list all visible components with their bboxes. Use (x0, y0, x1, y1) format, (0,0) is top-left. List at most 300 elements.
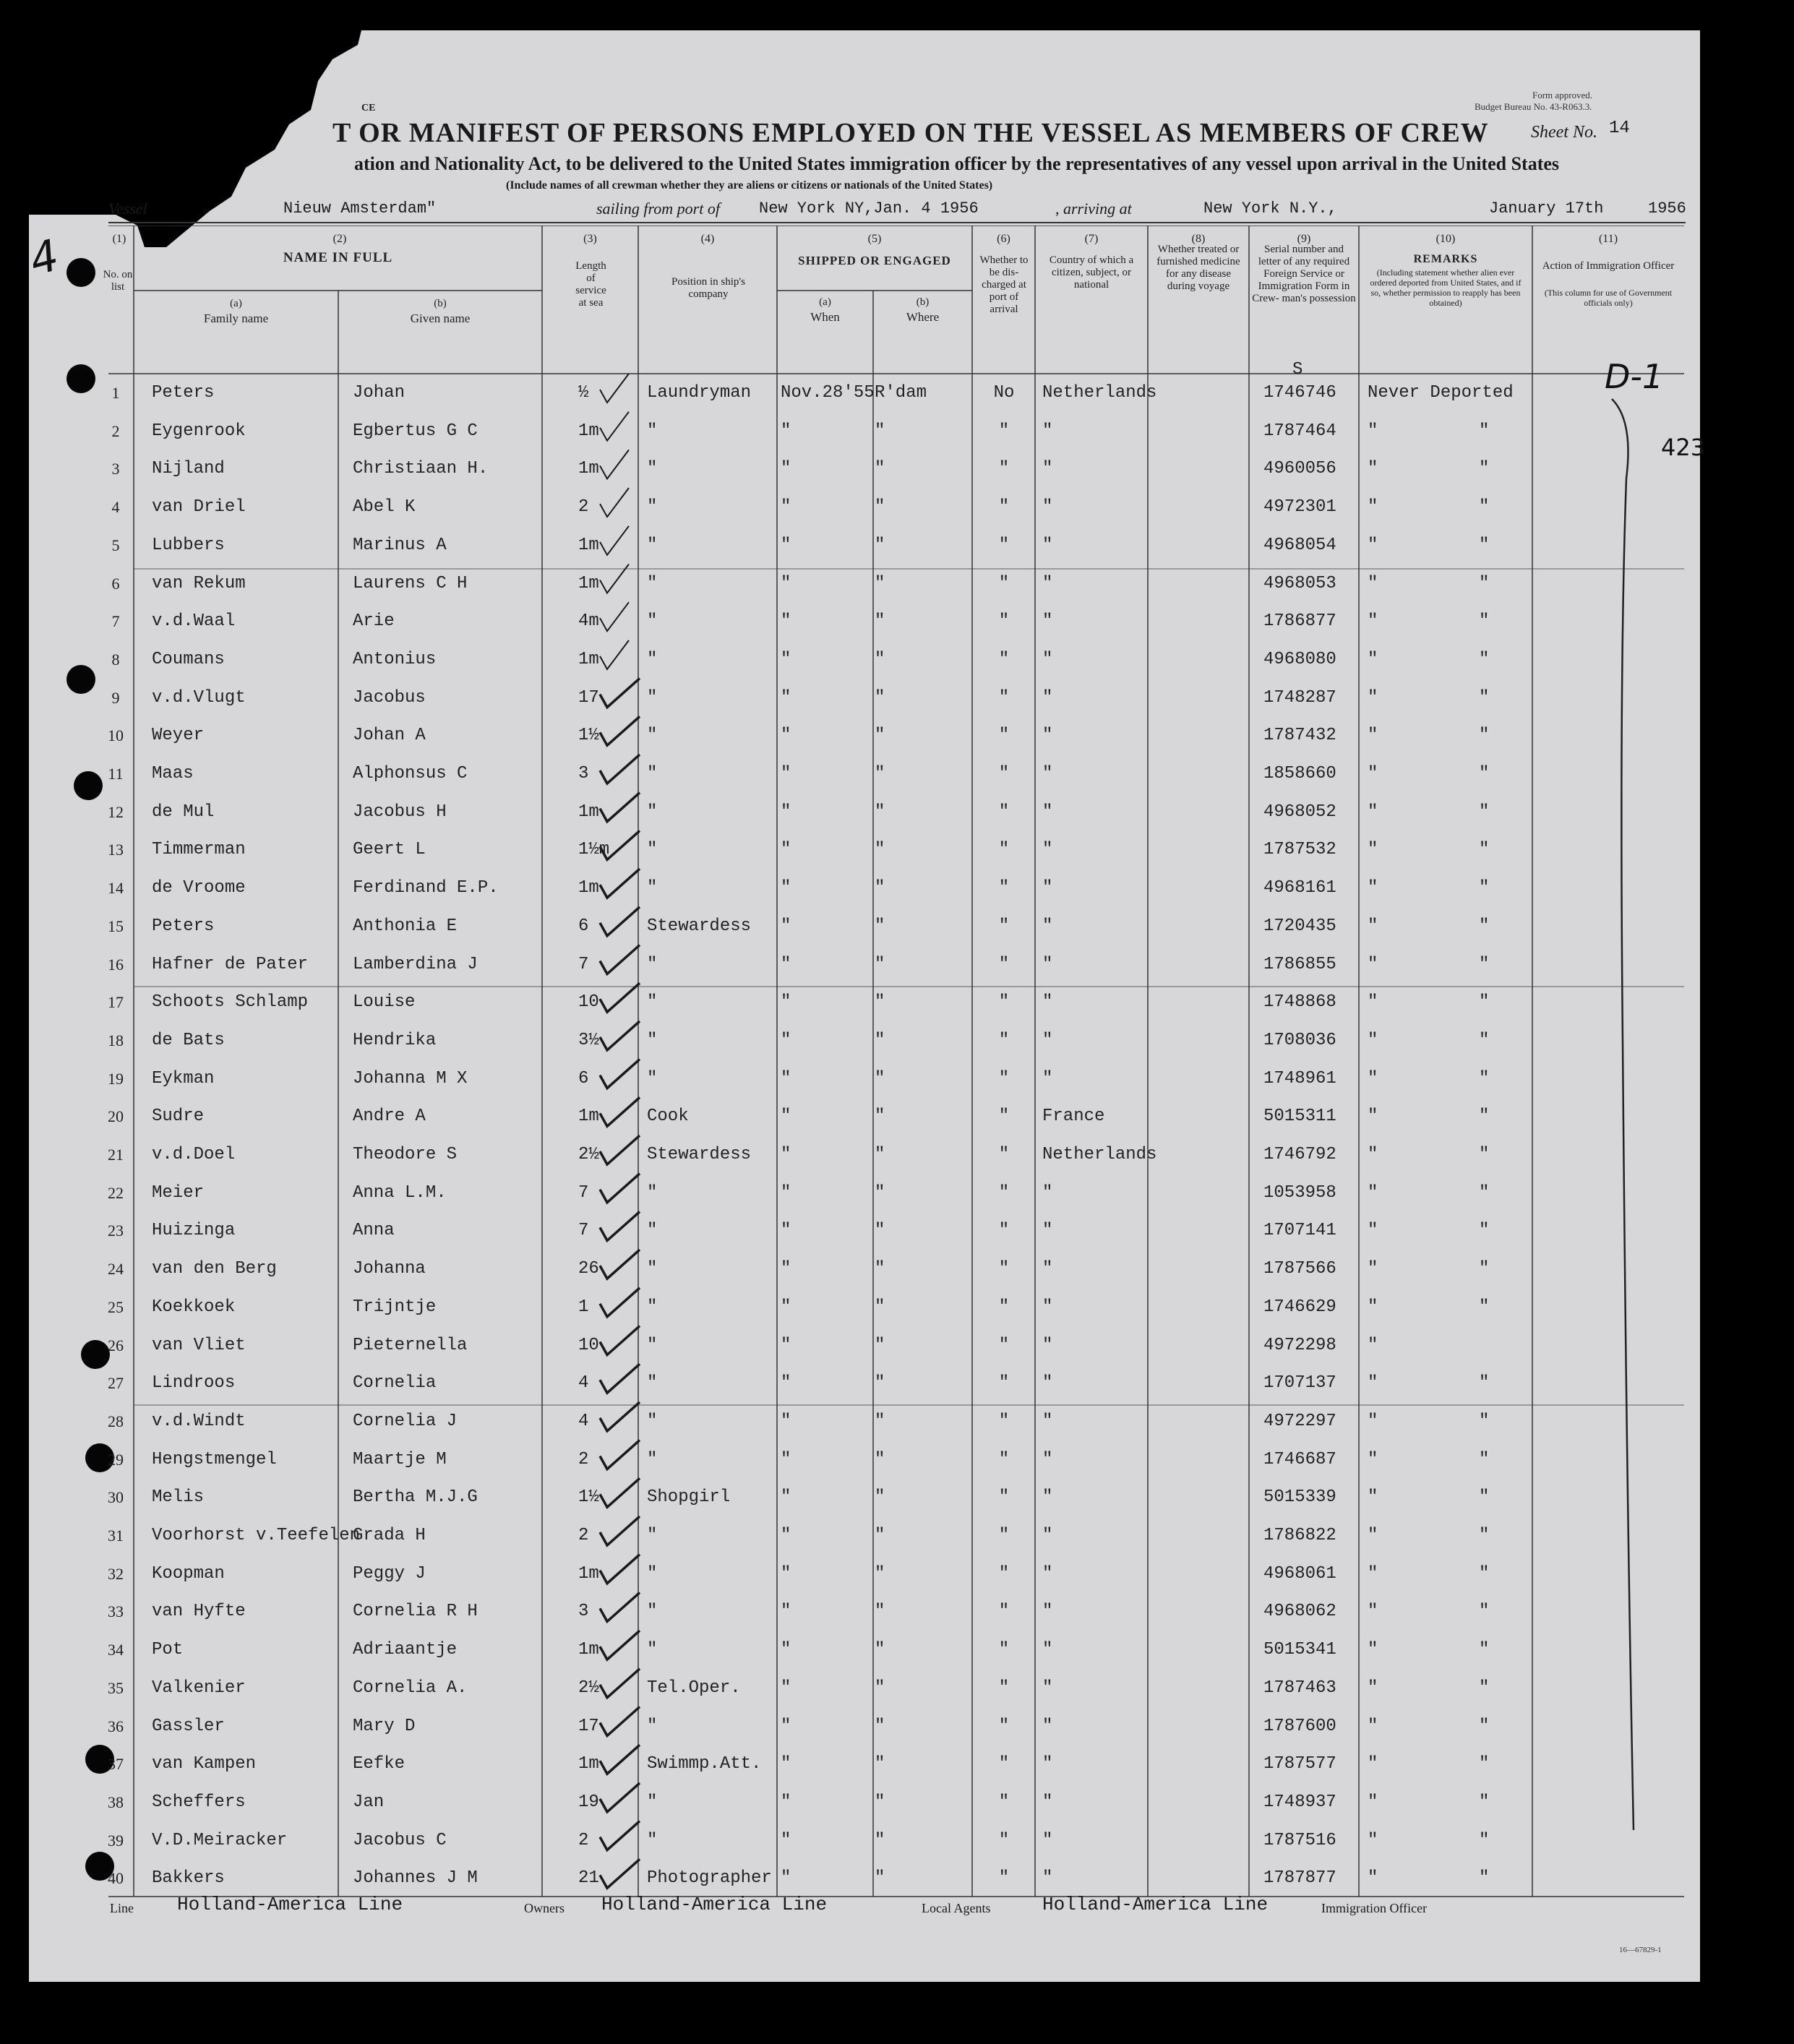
family-name: Eykman (152, 1068, 215, 1088)
service-length: 1½ (578, 726, 599, 746)
serial-number: 4972298 (1263, 1335, 1336, 1355)
country: " (1042, 459, 1053, 479)
remarks-ditto: " (1479, 1602, 1490, 1622)
col-3-number: (3) (583, 233, 597, 245)
remarks: " (1368, 1792, 1378, 1812)
shipped-where: " (875, 1868, 885, 1889)
discharge: " (998, 1602, 1010, 1622)
given-name: Christiaan H. (353, 459, 489, 479)
position: " (647, 535, 658, 555)
shipped-when: " (781, 1868, 791, 1889)
check-mark-icon (600, 412, 629, 441)
shipped-when: " (781, 573, 791, 593)
service-length: 4 (578, 1373, 589, 1394)
serial-number: 4972301 (1263, 497, 1336, 518)
remarks-ditto: " (1479, 1526, 1490, 1545)
family-name: v.d.Waal (152, 611, 236, 632)
given-name: Grada H (353, 1526, 426, 1545)
shipped-when: " (781, 611, 791, 632)
given-name: Adriaantje (353, 1640, 458, 1660)
remarks-ditto: " (1479, 1754, 1490, 1774)
budget-bureau-line: Budget Bureau No. 43-R063.3. (1475, 101, 1592, 112)
family-name: de Mul (152, 802, 215, 822)
country: Netherlands (1042, 1145, 1157, 1164)
remarks-ditto: " (1479, 1297, 1490, 1317)
service-length: 2 (578, 497, 589, 518)
row-number: 24 (108, 1260, 124, 1279)
family-name: Hafner de Pater (152, 954, 309, 974)
serial-number: 4972297 (1263, 1411, 1336, 1431)
family-name: van Vliet (152, 1335, 246, 1355)
row-number: 4 (111, 498, 120, 517)
serial-number: 5015311 (1263, 1107, 1336, 1127)
country: " (1042, 726, 1053, 746)
shipped-where: " (875, 878, 885, 898)
given-name: Egbertus G C (353, 421, 478, 441)
country: " (1042, 1411, 1053, 1431)
service-length: 1m (578, 1107, 599, 1127)
country: " (1042, 535, 1053, 555)
family-name: Valkenier (152, 1678, 246, 1698)
discharge: " (998, 497, 1010, 518)
position: " (647, 1830, 658, 1850)
country: " (1042, 649, 1053, 669)
serial-number: 1786877 (1263, 611, 1336, 632)
remarks: " (1368, 992, 1378, 1013)
position: " (647, 1449, 658, 1469)
shipped-when: " (781, 1792, 791, 1812)
service-length: ½ (578, 383, 589, 403)
remarks-ditto: " (1479, 573, 1490, 593)
discharge: " (998, 1259, 1010, 1279)
check-mark-icon (600, 1364, 640, 1393)
row-number: 20 (108, 1107, 124, 1126)
service-length: 10 (578, 1335, 599, 1355)
col-11-number: (11) (1598, 233, 1618, 245)
remarks: Never Deported (1368, 383, 1514, 403)
check-mark-icon (600, 1669, 640, 1698)
shipped-where: " (875, 1754, 885, 1774)
remarks: " (1368, 1297, 1378, 1317)
discharge: " (998, 1030, 1010, 1050)
serial-number: 1746687 (1263, 1449, 1336, 1469)
check-mark-icon (600, 1555, 640, 1584)
given-name: Jacobus C (353, 1830, 447, 1850)
given-name: Jacobus H (353, 802, 447, 822)
service-length: 17 (578, 1716, 599, 1736)
shipped-when: " (781, 459, 791, 479)
check-mark-icon (600, 1821, 640, 1850)
serial-number: 4968062 (1263, 1602, 1336, 1622)
position: " (647, 954, 658, 974)
shipped-where: " (875, 1792, 885, 1812)
serial-number: 1707141 (1263, 1221, 1336, 1241)
remarks: " (1368, 497, 1378, 518)
shipped-where: " (875, 1716, 885, 1736)
footer (29, 1894, 1700, 1940)
country: " (1042, 1792, 1053, 1812)
given-name: Marinus A (353, 535, 447, 555)
line-label: Line (110, 1901, 134, 1915)
family-name: Peters (152, 916, 215, 936)
remarks: " (1368, 1716, 1378, 1736)
check-mark-icon (600, 1707, 640, 1736)
given-name: Jacobus (353, 687, 426, 708)
margin-mark: 4 (24, 230, 64, 286)
row-number: 9 (111, 688, 120, 707)
service-length: 21 (578, 1868, 599, 1889)
discharge: " (998, 1449, 1010, 1469)
row-number: 26 (108, 1336, 124, 1354)
country: " (1042, 573, 1053, 593)
shipped-when: " (781, 954, 791, 974)
arrival-year: 1956 (1648, 199, 1686, 218)
remarks-ditto: " (1479, 1068, 1490, 1088)
family-name: van Kampen (152, 1754, 257, 1774)
remarks: " (1368, 421, 1378, 441)
country: France (1042, 1107, 1105, 1127)
form-approved-line: Form approved. (1532, 90, 1593, 100)
check-mark-icon (600, 1211, 640, 1240)
row-number: 6 (111, 574, 120, 593)
family-name: v.d.Vlugt (152, 687, 246, 708)
family-name: Coumans (152, 649, 225, 669)
serial-number: 1748868 (1263, 992, 1336, 1013)
discharge: " (998, 1335, 1010, 1355)
check-mark-icon (600, 602, 629, 631)
remarks-ditto: " (1479, 764, 1490, 783)
shipped-where: " (875, 1411, 885, 1431)
serial-number: 4960056 (1263, 459, 1336, 479)
service-length: 1m (578, 878, 599, 898)
remarks: " (1368, 1640, 1378, 1660)
position: Shopgirl (647, 1487, 731, 1508)
page-subtitle: ation and Nationality Act, to be delivered to the United States immigration officer by the representatives of any vessel upon arrival in the United States (354, 153, 1560, 174)
serial-number: 1787600 (1263, 1716, 1336, 1736)
family-name: Nijland (152, 459, 225, 479)
arrival-date: January 17th (1489, 199, 1604, 218)
country: " (1042, 1487, 1053, 1508)
discharge: " (998, 764, 1010, 783)
check-mark-icon (600, 830, 640, 859)
serial-number: 1748287 (1263, 687, 1336, 708)
discharge: " (998, 1792, 1010, 1812)
discharge: " (998, 1868, 1010, 1889)
discharge: " (998, 1068, 1010, 1088)
shipped-where: " (875, 1068, 885, 1088)
family-name: Sudre (152, 1107, 205, 1127)
remarks-ditto: " (1479, 421, 1490, 441)
family-name: Peters (152, 383, 215, 403)
family-name: Schoots Schlamp (152, 992, 309, 1013)
serial-number: 4968061 (1263, 1563, 1336, 1584)
position: " (647, 802, 658, 822)
remarks-ditto: " (1479, 1678, 1490, 1698)
col-2b-letter: (b) (434, 298, 447, 309)
country: " (1042, 954, 1053, 974)
country: " (1042, 687, 1053, 708)
serial-number: 1786855 (1263, 954, 1336, 974)
discharge: " (998, 1678, 1010, 1698)
remarks: " (1368, 1030, 1378, 1050)
shipped-where: " (875, 1335, 885, 1355)
remarks-ditto: " (1479, 1411, 1490, 1431)
discharge: " (998, 535, 1010, 555)
remarks-ditto: " (1479, 1373, 1490, 1394)
position: Laundryman (647, 383, 752, 403)
sheet-number-label: Sheet No. (1531, 123, 1597, 142)
country: " (1042, 992, 1053, 1013)
shipped-when: " (781, 535, 791, 555)
serial-number: 1746792 (1263, 1145, 1336, 1164)
service-length: 19 (578, 1792, 599, 1812)
row-number: 35 (108, 1678, 124, 1697)
service-length: 1m (578, 421, 599, 441)
shipped-where: " (875, 1678, 885, 1698)
shipped-when: " (781, 1563, 791, 1584)
remarks-ditto: " (1479, 1107, 1490, 1127)
serial-number: 1787566 (1263, 1259, 1336, 1279)
service-length: 6 (578, 916, 589, 936)
shipped-when: " (781, 649, 791, 669)
discharge: " (998, 649, 1010, 669)
service-length: 1m (578, 459, 599, 479)
service-length: 4 (578, 1411, 589, 1431)
service-length: 3½ (578, 1030, 599, 1050)
shipped-where: " (875, 726, 885, 746)
shipped-where: " (875, 954, 885, 974)
row-number: 10 (108, 726, 124, 745)
service-length: 6 (578, 1068, 589, 1088)
check-mark-icon (600, 983, 640, 1012)
given-name: Cornelia A. (353, 1678, 468, 1698)
col-6-header: Whether to be dis- charged at port of arrival (979, 254, 1029, 315)
row-number: 36 (108, 1717, 124, 1735)
country: Netherlands (1042, 383, 1157, 403)
manifest-sheet (24, 30, 1706, 1982)
country: " (1042, 1297, 1053, 1317)
row-number: 33 (108, 1602, 124, 1621)
shipped-where: " (875, 1830, 885, 1850)
sheet-number: 14 (1609, 119, 1630, 138)
given-name: Antonius (353, 649, 437, 669)
remarks-ditto: " (1479, 1259, 1490, 1279)
row-number: 16 (108, 955, 124, 974)
position: " (647, 649, 658, 669)
shipped-when: " (781, 992, 791, 1013)
serial-number: 1787877 (1263, 1868, 1336, 1889)
row-number: 12 (108, 802, 124, 821)
col-5a-header: When (810, 310, 840, 324)
discharge: " (998, 802, 1010, 822)
remarks: " (1368, 1221, 1378, 1241)
service-length: 1½m (578, 840, 610, 860)
family-name: Maas (152, 764, 194, 783)
row-number: 8 (111, 650, 120, 669)
country: " (1042, 1526, 1053, 1545)
check-mark-icon (600, 1631, 640, 1659)
shipped-when: " (781, 1107, 791, 1127)
row-number: 30 (108, 1488, 124, 1507)
shipped-where: " (875, 459, 885, 479)
remarks: " (1368, 916, 1378, 936)
check-mark-icon (600, 1135, 640, 1164)
shipped-when: " (781, 1145, 791, 1164)
serial-number: 1708036 (1263, 1030, 1336, 1050)
col-10-header: REMARKS (1413, 253, 1478, 265)
discharge: " (998, 1640, 1010, 1660)
given-name: Eefke (353, 1754, 405, 1774)
remarks: " (1368, 1449, 1378, 1469)
family-name: de Bats (152, 1030, 225, 1050)
given-name: Anna L.M. (353, 1182, 447, 1203)
service-length: 2 (578, 1830, 589, 1850)
discharge: " (998, 992, 1010, 1013)
remarks-ditto: " (1479, 1830, 1490, 1850)
given-name: Lamberdina J (353, 954, 478, 974)
remarks: " (1368, 1145, 1378, 1164)
position: Stewardess (647, 916, 752, 936)
serial-number: 5015339 (1263, 1487, 1336, 1508)
vessel-label: Vessel (108, 199, 147, 218)
family-name: van den Berg (152, 1259, 277, 1279)
row-number: 23 (108, 1221, 124, 1240)
family-name: Meier (152, 1182, 205, 1203)
discharge: " (998, 878, 1010, 898)
discharge: " (998, 1373, 1010, 1394)
given-name: Mary D (353, 1716, 416, 1736)
remarks: " (1368, 1411, 1378, 1431)
row-number: 1 (111, 384, 120, 402)
position: " (647, 611, 658, 632)
shipped-where: " (875, 1297, 885, 1317)
serial-number: 4968161 (1263, 878, 1336, 898)
check-mark-icon (600, 755, 640, 783)
given-name: Cornelia J (353, 1411, 458, 1431)
shipped-when: " (781, 1526, 791, 1545)
serial-number: 5015341 (1263, 1640, 1336, 1660)
discharge: " (998, 916, 1010, 936)
action-mark: D-1 (1605, 357, 1664, 396)
remarks: " (1368, 1678, 1378, 1698)
remarks-ditto: " (1479, 611, 1490, 632)
shipped-when: " (781, 1411, 791, 1431)
shipped-when: " (781, 916, 791, 936)
check-mark-icon (600, 374, 629, 403)
remarks: " (1368, 726, 1378, 746)
agents-value: Holland-America Line (1042, 1894, 1269, 1915)
row-number: 11 (108, 765, 124, 783)
remarks-ditto: " (1479, 1792, 1490, 1812)
col-1-number: (1) (112, 233, 126, 245)
shipped-where: " (875, 1107, 885, 1127)
position: " (647, 1221, 658, 1241)
shipped-where: " (875, 649, 885, 669)
remarks: " (1368, 611, 1378, 632)
check-mark-icon (600, 488, 629, 517)
sailing-label: sailing from port of (596, 199, 720, 218)
shipped-when: " (781, 1259, 791, 1279)
shipped-where: " (875, 687, 885, 708)
col-2-header: NAME IN FULL (283, 250, 393, 265)
check-mark-icon (600, 1288, 640, 1317)
remarks: " (1368, 764, 1378, 783)
owners-value: Holland-America Line (601, 1894, 828, 1915)
service-length: 10 (578, 992, 599, 1013)
country: " (1042, 764, 1053, 783)
check-mark-icon (600, 1783, 640, 1812)
serial-number: 4968052 (1263, 802, 1336, 822)
given-name: Maartje M (353, 1449, 447, 1469)
check-mark-icon (600, 526, 629, 555)
discharge: " (998, 1107, 1010, 1127)
family-name: Bakkers (152, 1868, 225, 1889)
count-mark: 423 (1661, 434, 1706, 461)
shipped-when: " (781, 1221, 791, 1241)
remarks: " (1368, 1830, 1378, 1850)
given-name: Andre A (353, 1107, 426, 1127)
shipped-where: " (875, 802, 885, 822)
shipped-when: " (781, 1754, 791, 1774)
shipped-when: " (781, 421, 791, 441)
position: " (647, 1716, 658, 1736)
shipped-when: " (781, 1297, 791, 1317)
shipped-when: " (781, 1335, 791, 1355)
position: " (647, 1297, 658, 1317)
remarks-ditto: " (1479, 916, 1490, 936)
country: " (1042, 1754, 1053, 1774)
discharge: " (998, 421, 1010, 441)
shipped-when: " (781, 1487, 791, 1508)
check-mark-icon (600, 869, 640, 898)
serial-number: 1746629 (1263, 1297, 1336, 1317)
row-number: 27 (108, 1374, 124, 1393)
remarks-ditto: " (1479, 459, 1490, 479)
check-mark-icon (600, 450, 629, 478)
remarks-ditto: " (1479, 1640, 1490, 1660)
check-mark-icon (600, 1478, 640, 1507)
arriving-label: , arriving at (1055, 199, 1132, 218)
row-number: 17 (108, 993, 124, 1012)
given-name: Bertha M.J.G (353, 1487, 478, 1508)
shipped-where: " (875, 1602, 885, 1622)
given-name: Trijntje (353, 1297, 437, 1317)
family-name: Melis (152, 1487, 205, 1508)
remarks-ditto: " (1479, 802, 1490, 822)
position: " (647, 1259, 658, 1279)
discharge: " (998, 1411, 1010, 1431)
serial-number: 1858660 (1263, 764, 1336, 783)
service-length: 4m (578, 611, 599, 632)
shipped-where: " (875, 421, 885, 441)
discharge: " (998, 726, 1010, 746)
serial-number: 1787432 (1263, 726, 1336, 746)
col-5-header: SHIPPED OR ENGAGED (798, 254, 951, 267)
col-10-number: (10) (1435, 233, 1456, 245)
remarks-ditto: " (1479, 1182, 1490, 1203)
service-length: 2½ (578, 1145, 599, 1164)
discharge: " (998, 1830, 1010, 1850)
col-9-header: Serial number and letter of any required Foreign Service or Immigration Form in Crew- man's possession (1252, 244, 1356, 304)
shipped-where: " (875, 1259, 885, 1279)
serial-number: 4968054 (1263, 535, 1336, 555)
col-5a-letter: (a) (819, 296, 831, 308)
service-length: 1m (578, 1563, 599, 1584)
row-number: 40 (108, 1869, 124, 1888)
serial-number: 1746746 (1263, 383, 1336, 403)
row-number: 32 (108, 1564, 124, 1583)
shipped-where: " (875, 611, 885, 632)
